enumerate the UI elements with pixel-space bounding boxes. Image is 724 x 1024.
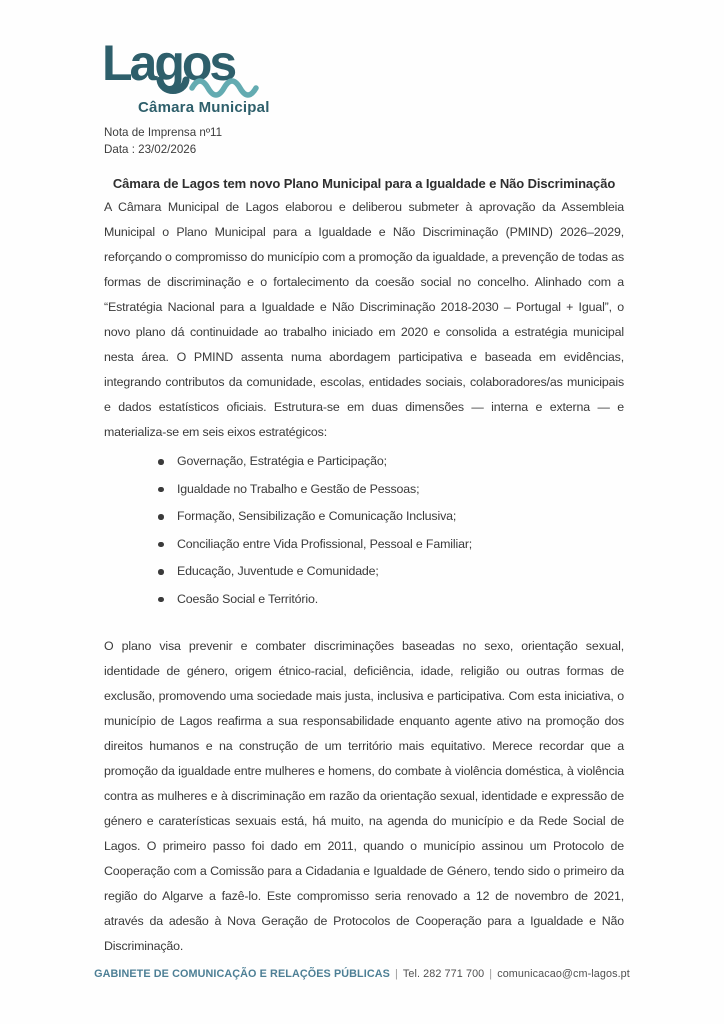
document-title: Câmara de Lagos tem novo Plano Municipal para a Igualdade e Não Discriminação xyxy=(112,176,616,191)
logo-wordmark-text: Lagos xyxy=(104,35,235,91)
press-note-number: Nota de Imprensa nº11 xyxy=(104,126,223,139)
page-footer xyxy=(0,968,724,980)
footer-email: comunicacao@cm-lagos.pt xyxy=(497,968,630,980)
logo-subtitle: Câmara Municipal xyxy=(138,99,270,116)
footer-separator-1: | xyxy=(394,968,398,980)
lagos-municipality-logo xyxy=(104,34,624,116)
strategic-axis-item: Formação, Sensibilização e Comunicação Inclusiva; xyxy=(156,508,624,525)
strategic-axis-item: Coesão Social e Território. xyxy=(156,591,624,608)
strategic-axis-item: Educação, Juventude e Comunidade; xyxy=(156,563,624,580)
strategic-axis-item: Igualdade no Trabalho e Gestão de Pessoas; xyxy=(156,481,624,498)
press-note-date: Data : 23/02/2026 xyxy=(104,143,197,156)
body-paragraph-2: O plano visa prevenir e combater discriminações baseadas no sexo, orientação sexual, identidade de género, origem étnico-racial, deficiência, idade, religião ou outras formas de exclusão, promovendo uma sociedade mais justa, inclusiva e participativa. Com esta iniciativa, o município de Lagos reafirma a sua responsabilidade enquanto agente ativo na promoção dos direitos humanos e na construção de um território mais equitativo. Merece recordar que a promoção da igualdade entre mulheres e homens, do combate à violência doméstica, à violência contra as mulheres e à discriminação em razão da orientação sexual, identidade e expressão de género e caraterísticas sexuais está, há muito, na agenda do município e da Rede Social de Lagos. O primeiro passo foi dado em 2011, quando o município assinou um Protocolo de Cooperação com a Comissão para a Cidadania e Igualdade de Género, tendo sido o primeiro da região do Algarve a fazê-lo. Este compromisso seria renovado a 12 de novembro de 2021, através da adesão à Nova Geração de Protocolos de Cooperação para a Igualdade e Não Discriminação. xyxy=(104,638,624,953)
press-note-meta xyxy=(104,124,624,158)
strategic-axes-list xyxy=(104,453,624,608)
strategic-axis-item: Governação, Estratégia e Participação; xyxy=(156,453,624,470)
footer-phone: Tel. 282 771 700 xyxy=(402,968,485,980)
footer-department: GABINETE DE COMUNICAÇÃO E RELAÇÕES PÚBLICAS xyxy=(94,968,390,980)
body-paragraph-1: A Câmara Municipal de Lagos elaborou e deliberou submeter à aprovação da Assembleia Municipal o Plano Municipal para a Igualdade e Não Discriminação (PMIND) 2026–2029, reforçando o compromisso do município com a promoção da igualdade, a prevenção de todas as formas de discriminação e o fortalecimento da coesão social no concelho. Alinhado com a “Estratégia Nacional para a Igualdade e Não Discriminação 2018-2030 – Portugal + Igual”, o novo plano dá continuidade ao trabalho iniciado em 2020 e consolida a estratégia municipal nesta área. O PMIND assenta numa abordagem participativa e baseada em evidências, integrando contributos da comunidade, escolas, entidades sociais, colaboradores/as municipais e dados estatísticos oficiais. Estrutura-se em duas dimensões — interna e externa — e materializa-se em seis eixos estratégicos: xyxy=(104,200,624,439)
logo-wordmark-icon xyxy=(104,34,266,98)
strategic-axis-item: Conciliação entre Vida Profissional, Pessoal e Familiar; xyxy=(156,536,624,553)
footer-separator-2: | xyxy=(489,968,493,980)
